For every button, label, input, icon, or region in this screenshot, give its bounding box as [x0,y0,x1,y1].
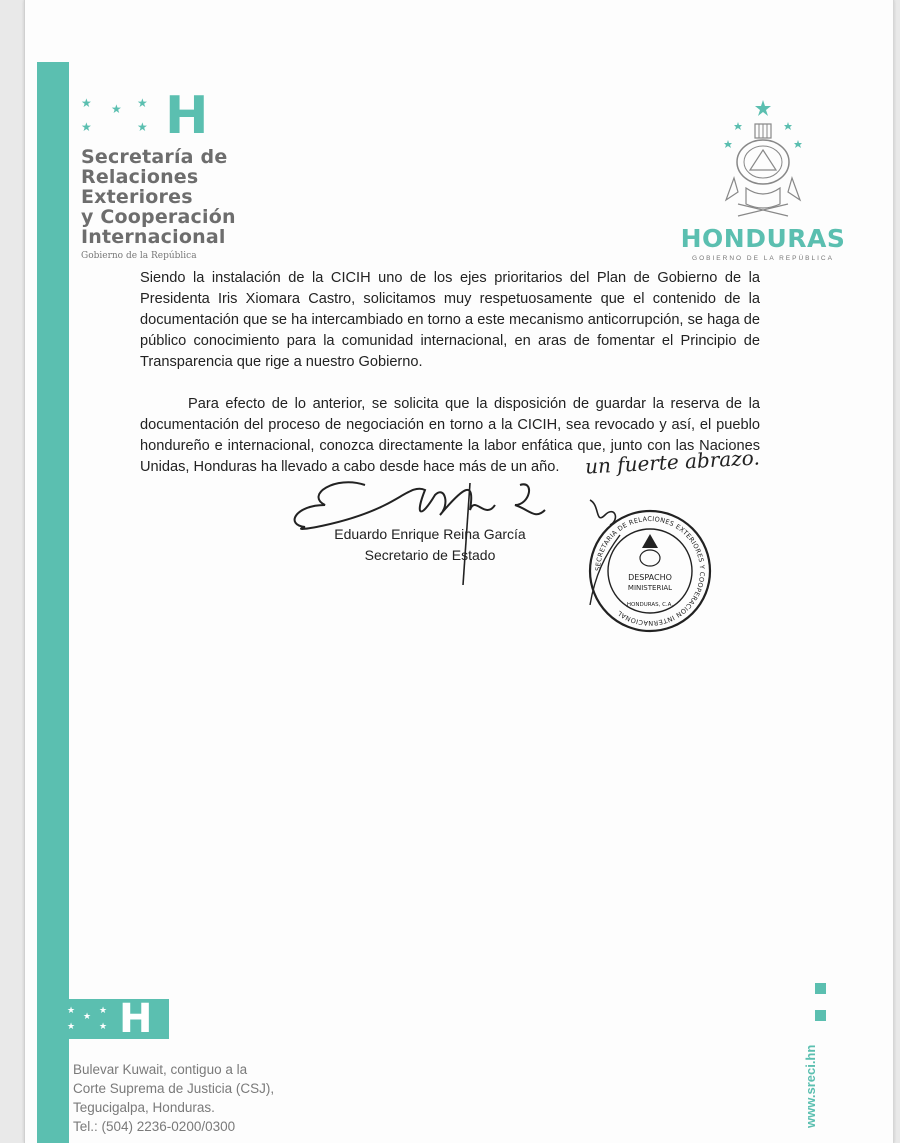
emblem-letter: H [165,86,209,146]
footer-address [73,1060,274,1136]
org-subtitle: Gobierno de la República [81,251,197,261]
footer-website: www.sreci.hn [803,1044,818,1128]
star-icon: ★ [137,96,148,110]
star-icon: ★ [99,1005,108,1015]
address-line: Tegucigalpa, Honduras. [73,1100,215,1115]
decorative-square [815,983,826,994]
seal-center-line2: MINISTERIAL [627,584,673,592]
org-line: y Cooperación [81,206,236,228]
seal-bottom-text: HONDURAS, C.A. [626,602,674,608]
svg-text:SECRETARIA DE RELACIONES EXTER [594,515,706,627]
decorative-square [815,1010,826,1021]
emblem-stars-h [81,86,281,146]
country-name: HONDURAS [680,224,846,253]
signer-title: Secretario de Estado [364,547,496,563]
handwritten-note: un fuerte abrazo. [584,445,761,479]
star-icon: ★ [111,102,122,116]
coat-of-arms-icon [718,100,808,220]
star-icon: ★ [99,1021,108,1031]
paragraph-1: Siendo la instalación de la CICIH uno de los ejes prioritarios del Plan de Gobierno de la Presidenta Iris Xiomara Castro, solicitamos muy respetuosamente que el contenido de la documentación que se ha intercambiado en torno a este mecanismo anticorrupción, se haga de público conocimiento para la comunidad internacional, en aras de fomentar el Principio de Transparencia que rige a nuestro Gobierno. [140,270,760,370]
seal-ring-text: SECRETARIA DE RELACIONES EXTERIORES Y COOPERACION INTERNACIONAL [593,514,707,628]
honduras-logo [673,100,853,262]
star-icon: ★ [81,96,92,110]
org-line: Exteriores [81,186,193,208]
signer-block [305,524,555,566]
ministerial-seal-icon [587,508,713,634]
org-line: Relaciones [81,166,199,188]
footer-emblem-letter: H [119,996,153,1042]
star-icon: ★ [67,1021,76,1031]
signer-name: Eduardo Enrique Reina García [334,526,526,542]
org-line: Internacional [81,226,226,248]
org-name [81,147,281,247]
sreci-logo [81,86,281,261]
star-icon: ★ [83,1011,92,1021]
star-icon: ★ [137,120,148,134]
star-icon: ★ [67,1005,76,1015]
country-subtitle: GOBIERNO DE LA REPÚBLICA [692,255,834,262]
star-icon: ★ [81,120,92,134]
org-line: Secretaría de [81,146,228,168]
paragraph-2: Para efecto de lo anterior, se solicita que la disposición de guardar la reserva de la documentación del proceso de negociación en torno a la CICIH, sea revocado y así, el pueblo hondureño e internacional, conozca directamente la labor enfática que, junto con las Naciones Unidas, Honduras ha llevado a cabo desde hace más de un año. [140,396,760,475]
address-line: Bulevar Kuwait, contiguo a la [73,1062,248,1077]
address-line: Corte Suprema de Justicia (CSJ), [73,1081,275,1096]
address-line: Tel.: (504) 2236-0200/0300 [73,1119,236,1134]
letter-page [24,0,894,1143]
seal-center-line1: DESPACHO [628,573,672,582]
accent-side-bar [37,62,69,1143]
footer-emblem [61,996,169,1042]
